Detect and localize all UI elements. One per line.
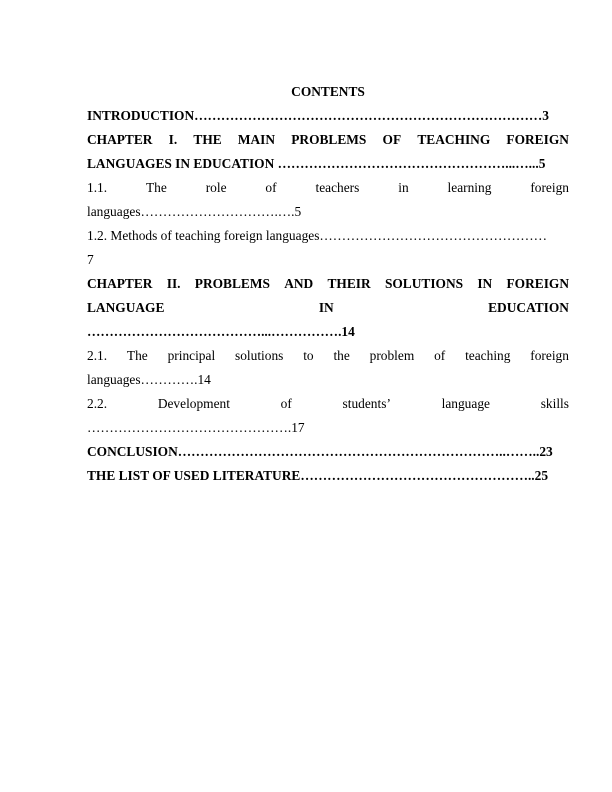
toc-word: PROBLEMS <box>194 276 270 291</box>
toc-word: SOLUTIONS <box>384 276 464 291</box>
toc-entry-introduction: INTRODUCTION……………………………………………………………………3 <box>87 108 549 123</box>
toc-word: I. <box>168 132 178 147</box>
toc-word: solutions <box>235 348 284 363</box>
contents-title: CONTENTS <box>291 84 365 99</box>
toc-entry-chapter-2-line-1 <box>87 272 569 296</box>
toc-word: CHAPTER <box>87 132 153 147</box>
toc-word: THEIR <box>327 276 371 291</box>
toc-entry-chapter-1-line-1 <box>87 128 569 152</box>
toc-entry-chapter-2-line-3: …………………………………...…………….14 <box>87 324 355 339</box>
toc-entry-section-1-1-line-1 <box>87 176 569 200</box>
toc-entry-section-2-2-line-2: ……………………………………….17 <box>87 420 305 435</box>
toc-word: AND <box>284 276 314 291</box>
toc-word: to <box>303 348 314 363</box>
toc-entry-section-2-1-line-1 <box>87 344 569 368</box>
toc-word: OF <box>382 132 402 147</box>
toc-word: EDUCATION <box>488 300 569 315</box>
toc-word: IN <box>477 276 493 291</box>
toc-word: II. <box>166 276 181 291</box>
toc-word: FOREIGN <box>506 276 569 291</box>
toc-word: of <box>265 180 277 195</box>
toc-word: IN <box>318 300 334 315</box>
toc-word: 1.1. <box>87 180 108 195</box>
toc-entry-section-2-2-line-1 <box>87 392 569 416</box>
toc-word: foreign <box>530 180 569 195</box>
toc-word: principal <box>167 348 216 363</box>
toc-word: role <box>205 180 227 195</box>
toc-word: students’ <box>342 396 391 411</box>
toc-entry-literature: THE LIST OF USED LITERATURE……………………………………………..25 <box>87 468 549 483</box>
toc-entry-section-1-2-line-1: 1.2. Methods of teaching foreign languages…………………………………………… <box>87 228 548 243</box>
toc-word: language <box>441 396 490 411</box>
toc-word: The <box>126 348 148 363</box>
toc-entry-section-1-2-line-2: 7 <box>87 252 94 267</box>
toc-word: learning <box>447 180 492 195</box>
toc-word: teachers <box>315 180 360 195</box>
toc-word: 2.1. <box>87 348 108 363</box>
toc-entry-section-1-1-line-2: languages………………………….….5 <box>87 204 302 219</box>
toc-word: FOREIGN <box>506 132 569 147</box>
toc-word: in <box>398 180 409 195</box>
toc-word: TEACHING <box>417 132 491 147</box>
toc-entry-section-2-1-line-2: languages………….14 <box>87 372 211 387</box>
toc-word: The <box>145 180 167 195</box>
toc-word: LANGUAGE <box>87 300 165 315</box>
toc-word: MAIN <box>237 132 276 147</box>
toc-word: Development <box>157 396 230 411</box>
toc-word: problem <box>369 348 415 363</box>
toc-word: of <box>434 348 446 363</box>
toc-word: the <box>333 348 350 363</box>
toc-word: of <box>280 396 292 411</box>
toc-entry-conclusion: CONCLUSION………………………………………………………………..……..23 <box>87 444 553 459</box>
toc-entry-chapter-1-line-2: LANGUAGES IN EDUCATION ……………………………………………...…...5 <box>87 156 546 171</box>
toc-word: foreign <box>530 348 569 363</box>
toc-word: PROBLEMS <box>291 132 367 147</box>
table-of-contents <box>87 80 569 488</box>
toc-word: teaching <box>465 348 511 363</box>
toc-word: CHAPTER <box>87 276 153 291</box>
toc-word: THE <box>193 132 222 147</box>
toc-entry-chapter-2-line-2 <box>87 296 569 320</box>
toc-word: skills <box>540 396 569 411</box>
toc-word: 2.2. <box>87 396 108 411</box>
